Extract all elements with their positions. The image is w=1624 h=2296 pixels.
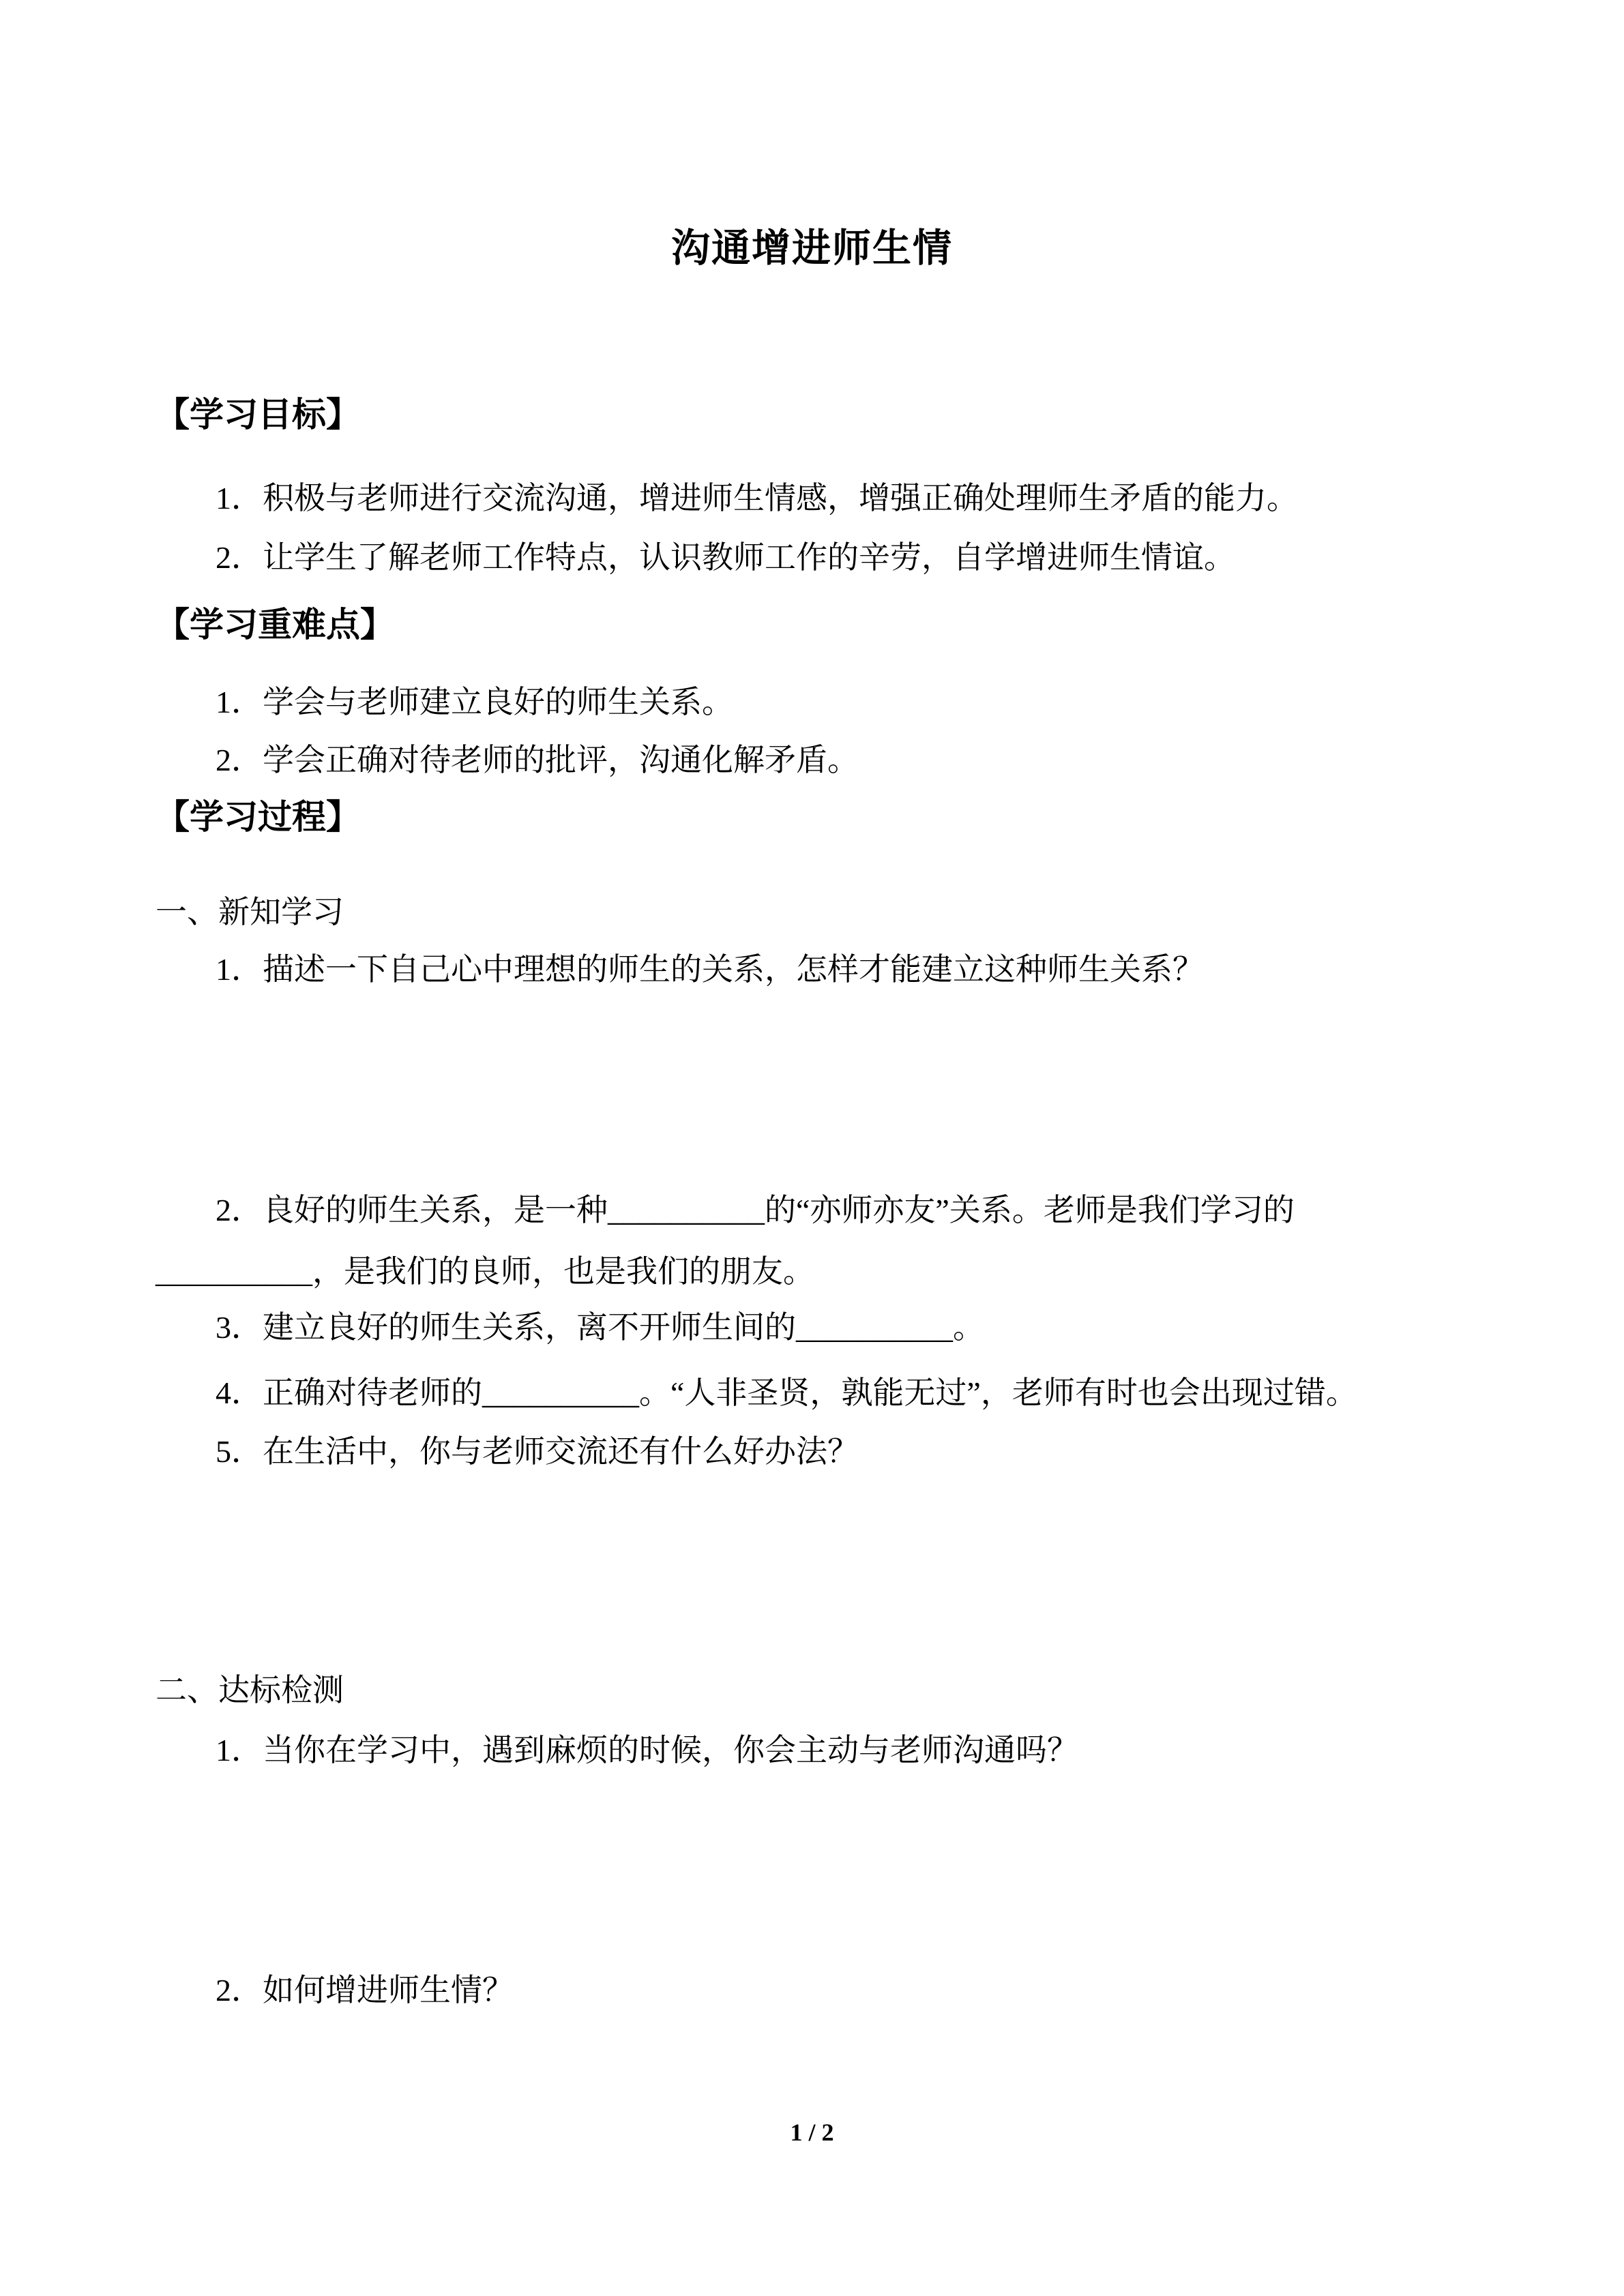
assessment-question-2: 2．如何增进师生情？ <box>216 1973 514 2008</box>
objectives-item-2: 2．让学生了解老师工作特点，认识教师工作的辛劳，自学增进师生情谊。 <box>216 540 1235 575</box>
new-knowledge-question-5: 5．在生活中，你与老师交流还有什么好办法？ <box>216 1434 859 1469</box>
key-points-heading: 【学习重难点】 <box>156 606 394 644</box>
new-knowledge-question-3: 3．建立良好的师生关系，离不开师生间的__________。 <box>216 1310 984 1345</box>
assessment-question-1: 1．当你在学习中，遇到麻烦的时候，你会主动与老师沟通吗？ <box>216 1733 1078 1768</box>
document-title: 沟通增进师生情 <box>671 226 953 270</box>
new-knowledge-question-4: 4．正确对待老师的__________。“人非圣贤，孰能无过”，老师有时也会出现过错。 <box>216 1375 1357 1410</box>
new-knowledge-question-1: 1．描述一下自己心中理想的师生的关系，怎样才能建立这种师生关系？ <box>216 952 1204 987</box>
process-heading: 【学习过程】 <box>156 798 360 836</box>
page-number-indicator: 1 / 2 <box>790 2119 834 2146</box>
key-points-item-2: 2．学会正确对待老师的批评，沟通化解矛盾。 <box>216 743 859 777</box>
key-points-item-1: 1．学会与老师建立良好的师生关系。 <box>216 685 733 719</box>
new-knowledge-question-2-line-1: 2．良好的师生关系，是一种__________的“亦师亦友”关系。老师是我们学习的 <box>216 1193 1295 1227</box>
objectives-heading: 【学习目标】 <box>156 396 360 434</box>
assessment-heading: 二、达标检测 <box>156 1673 344 1708</box>
new-knowledge-question-2-line-2: __________，是我们的良师，也是我们的朋友。 <box>156 1254 814 1289</box>
objectives-item-1: 1．积极与老师进行交流沟通，增进师生情感，增强正确处理师生矛盾的能力。 <box>216 481 1298 516</box>
new-knowledge-heading: 一、新知学习 <box>156 895 344 929</box>
